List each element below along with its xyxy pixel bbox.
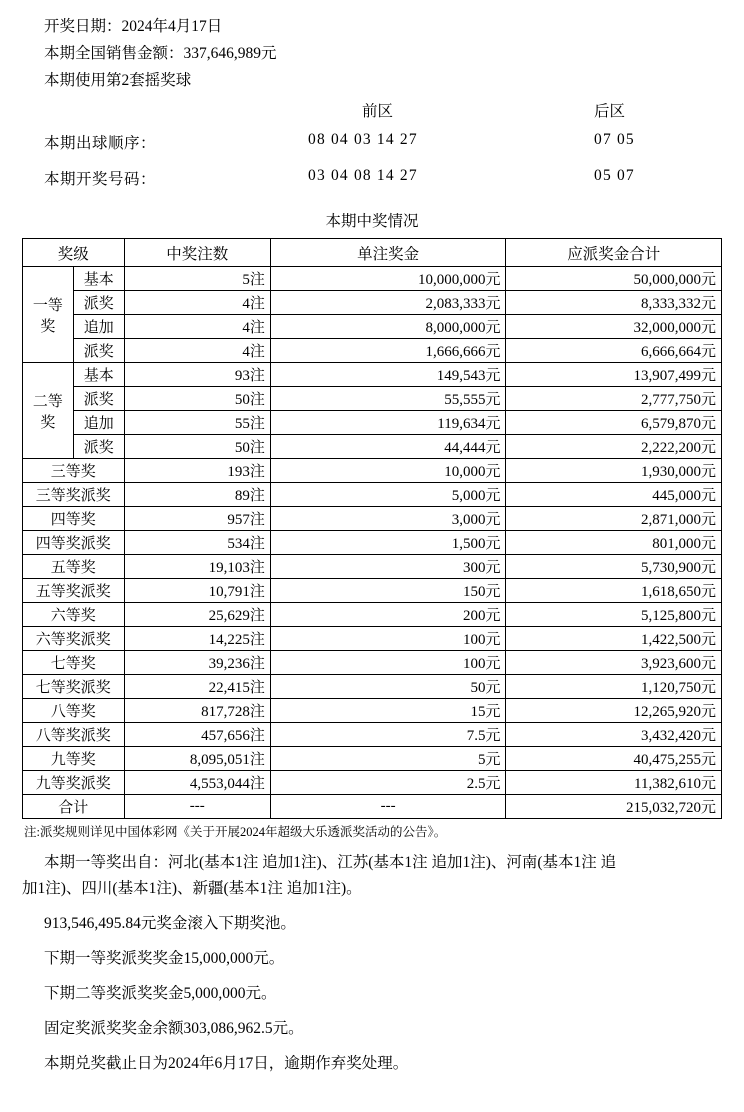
prize-count: 93注 [124, 363, 270, 387]
table-row [23, 267, 722, 291]
table-row [23, 627, 722, 651]
first-prize-source [22, 850, 722, 902]
prize-level: 八等奖派奖 [23, 723, 125, 747]
prize-subtype: 追加 [73, 315, 124, 339]
prize-level: 六等奖 [23, 603, 125, 627]
prize-total: 445,000元 [506, 483, 722, 507]
rollover-amount: 913,546,495.84元奖金滚入下期奖池。 [44, 915, 296, 932]
prize-each: 3,000元 [270, 507, 506, 531]
table-row [23, 459, 722, 483]
prize-count: 50注 [124, 435, 270, 459]
table-row [23, 531, 722, 555]
prize-each: 8,000,000元 [270, 315, 506, 339]
prize-count: 4注 [124, 315, 270, 339]
zone-header-row [22, 99, 722, 127]
ball-order-back-numbers: 07 05 [594, 131, 635, 148]
prize-subtype: 派奖 [73, 435, 124, 459]
prize-each: 149,543元 [270, 363, 506, 387]
table-row [23, 291, 722, 315]
prize-each: 5元 [270, 747, 506, 771]
prize-count: 4,553,044注 [124, 771, 270, 795]
table-row [23, 579, 722, 603]
prize-total: 40,475,255元 [506, 747, 722, 771]
prize-count: 817,728注 [124, 699, 270, 723]
table-row [23, 363, 722, 387]
prize-total: 1,930,000元 [506, 459, 722, 483]
next-first-prize-bonus: 下期一等奖派奖奖金15,000,000元。 [44, 950, 285, 967]
prize-each: 100元 [270, 627, 506, 651]
prize-level: 五等奖 [23, 555, 125, 579]
prize-count: 5注 [124, 267, 270, 291]
back-zone-label: 后区 [594, 103, 626, 120]
prize-each: 5,000元 [270, 483, 506, 507]
prize-total: 5,730,900元 [506, 555, 722, 579]
table-row [23, 699, 722, 723]
prize-subtype: 追加 [73, 411, 124, 435]
prize-subtype: 基本 [73, 363, 124, 387]
table-row [23, 435, 722, 459]
prize-each: 100元 [270, 651, 506, 675]
ball-set-line: 本期使用第2套摇奖球 [44, 72, 192, 89]
prize-total: 8,333,332元 [506, 291, 722, 315]
table-row [23, 603, 722, 627]
prize-level: 九等奖派奖 [23, 771, 125, 795]
prize-each: 15元 [270, 699, 506, 723]
prize-total: 12,265,920元 [506, 699, 722, 723]
prize-count: 25,629注 [124, 603, 270, 627]
prize-level: 三等奖 [23, 459, 125, 483]
prize-total: 50,000,000元 [506, 267, 722, 291]
winning-numbers-front: 03 04 08 14 27 [308, 167, 418, 184]
prize-count: 4注 [124, 291, 270, 315]
prize-each: 300元 [270, 555, 506, 579]
prize-count: 534注 [124, 531, 270, 555]
prize-each: 55,555元 [270, 387, 506, 411]
prize-each: --- [270, 795, 506, 819]
prize-total: 6,666,664元 [506, 339, 722, 363]
prize-total: 1,422,500元 [506, 627, 722, 651]
prize-total: 801,000元 [506, 531, 722, 555]
prize-level: 七等奖派奖 [23, 675, 125, 699]
prize-each: 1,666,666元 [270, 339, 506, 363]
prize-subtype: 派奖 [73, 387, 124, 411]
col-header-count: 中奖注数 [124, 239, 270, 267]
prize-each: 10,000,000元 [270, 267, 506, 291]
prize-count: 19,103注 [124, 555, 270, 579]
table-row [23, 315, 722, 339]
claim-deadline: 本期兑奖截止日为2024年6月17日，逾期作弃奖处理。 [44, 1055, 409, 1072]
prize-total: 1,618,650元 [506, 579, 722, 603]
prize-each: 50元 [270, 675, 506, 699]
table-row [23, 339, 722, 363]
prize-total: 3,432,420元 [506, 723, 722, 747]
prize-level: 八等奖 [23, 699, 125, 723]
prize-table [22, 238, 722, 819]
winning-numbers-label: 本期开奖号码： [44, 171, 157, 188]
prize-total: 2,777,750元 [506, 387, 722, 411]
draw-date-line: 开奖日期：2024年4月17日 [44, 18, 223, 35]
prize-count: 50注 [124, 387, 270, 411]
prize-each: 150元 [270, 579, 506, 603]
winning-numbers-row [22, 163, 722, 199]
table-row [23, 483, 722, 507]
prize-total: 3,923,600元 [506, 651, 722, 675]
prize-subtype: 派奖 [73, 291, 124, 315]
prize-total: 13,907,499元 [506, 363, 722, 387]
prize-count: 4注 [124, 339, 270, 363]
prize-each: 10,000元 [270, 459, 506, 483]
prize-count: --- [124, 795, 270, 819]
prize-count: 14,225注 [124, 627, 270, 651]
next-second-prize-bonus: 下期二等奖派奖奖金5,000,000元。 [44, 985, 277, 1002]
table-row [23, 675, 722, 699]
prize-level: 一等奖 [23, 267, 74, 363]
prize-each: 1,500元 [270, 531, 506, 555]
col-header-level: 奖级 [23, 239, 125, 267]
prize-level: 七等奖 [23, 651, 125, 675]
prize-level: 三等奖派奖 [23, 483, 125, 507]
prize-count: 8,095,051注 [124, 747, 270, 771]
prize-count: 193注 [124, 459, 270, 483]
winning-numbers-back: 05 07 [594, 167, 635, 184]
prize-each: 2,083,333元 [270, 291, 506, 315]
col-header-each: 单注奖金 [270, 239, 506, 267]
fixed-prize-balance: 固定奖派奖奖金余额303,086,962.5元。 [44, 1020, 304, 1037]
table-row [23, 387, 722, 411]
prize-each: 119,634元 [270, 411, 506, 435]
prize-level: 二等奖 [23, 363, 74, 459]
first-prize-source-line1: 本期一等奖出自：河北(基本1注 追加1注)、江苏(基本1注 追加1注)、河南(基本1注 追 [44, 854, 617, 871]
table-row [23, 555, 722, 579]
prize-subtype: 基本 [73, 267, 124, 291]
table-row [23, 723, 722, 747]
prize-each: 7.5元 [270, 723, 506, 747]
ball-order-row [22, 127, 722, 163]
prize-count: 39,236注 [124, 651, 270, 675]
ball-order-label: 本期出球顺序： [44, 135, 157, 152]
prize-level: 六等奖派奖 [23, 627, 125, 651]
footnote-rule: 注:派奖规则详见中国体彩网《关于开展2024年超级大乐透派奖活动的公告》。 [24, 825, 447, 839]
prize-count: 957注 [124, 507, 270, 531]
prize-total: 32,000,000元 [506, 315, 722, 339]
table-row [23, 651, 722, 675]
prize-table-title: 本期中奖情况 [325, 213, 419, 230]
first-prize-source-line2: 加1注)、四川(基本1注)、新疆(基本1注 追加1注)。 [22, 880, 362, 897]
front-zone-label: 前区 [362, 103, 394, 120]
prize-level: 四等奖 [23, 507, 125, 531]
prize-count: 10,791注 [124, 579, 270, 603]
prize-level: 四等奖派奖 [23, 531, 125, 555]
table-row [23, 747, 722, 771]
prize-level: 五等奖派奖 [23, 579, 125, 603]
table-row [23, 411, 722, 435]
prize-total: 6,579,870元 [506, 411, 722, 435]
prize-each: 200元 [270, 603, 506, 627]
prize-level: 九等奖 [23, 747, 125, 771]
prize-total: 1,120,750元 [506, 675, 722, 699]
prize-total: 2,871,000元 [506, 507, 722, 531]
prize-subtype: 派奖 [73, 339, 124, 363]
prize-each: 44,444元 [270, 435, 506, 459]
prize-level: 合计 [23, 795, 125, 819]
prize-count: 22,415注 [124, 675, 270, 699]
prize-each: 2.5元 [270, 771, 506, 795]
prize-count: 55注 [124, 411, 270, 435]
prize-total: 5,125,800元 [506, 603, 722, 627]
prize-total: 11,382,610元 [506, 771, 722, 795]
prize-total: 2,222,200元 [506, 435, 722, 459]
col-header-total: 应派奖金合计 [506, 239, 722, 267]
ball-order-front-numbers: 08 04 03 14 27 [308, 131, 418, 148]
sales-amount-line: 本期全国销售金额：337,646,989元 [44, 45, 277, 62]
table-row [23, 507, 722, 531]
prize-total: 215,032,720元 [506, 795, 722, 819]
table-row-total [23, 795, 722, 819]
prize-count: 457,656注 [124, 723, 270, 747]
table-row [23, 771, 722, 795]
table-header-row [23, 239, 722, 267]
prize-count: 89注 [124, 483, 270, 507]
